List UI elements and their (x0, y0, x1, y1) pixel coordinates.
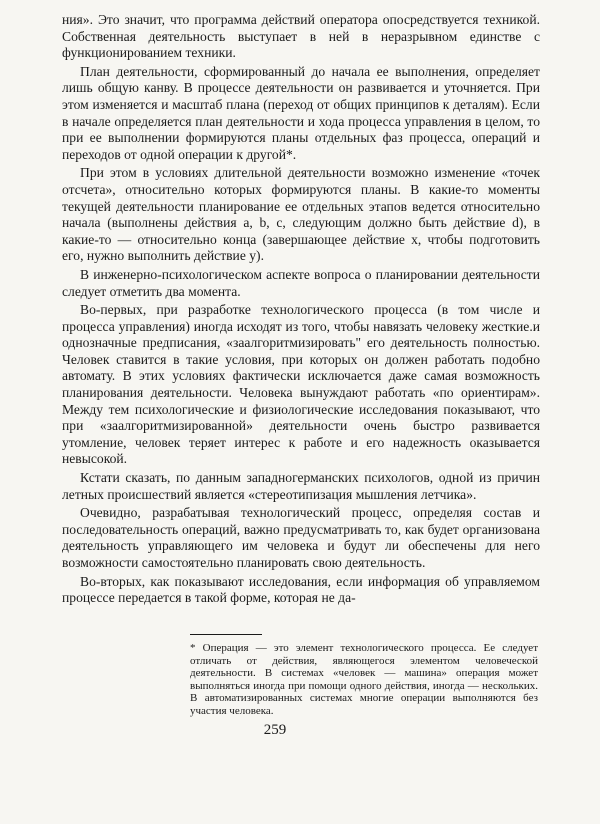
paragraph-german-psychologists: Кстати сказать, по данным западногерманских психологов, одной из причин летных происшествий является «стереотипизация мышления летчика». (62, 470, 540, 502)
paragraph-continuation: ния». Это значит, что программа действий оператора опосредствуется техникой. Собственная деятельность выступает в ней в неразрывном единстве с функционированием техники. (62, 12, 540, 61)
paragraph-first-point: Во-первых, при разработке технологического процесса (в том числе и процесса управления) иногда исходят из того, чтобы навязать человеку жесткие.и однозначные предписания, «заалгоритмизировать" его деятельность полностью. Человек ставится в такие условия, при которых он должен работать подобно автомату. В этих условиях фактически исключается даже самая возможность планирования деятельности. Человека вынуждают работать «по ориентирам». Между тем психологические и физиологические исследования показывают, что при «заалгоритмизированной» деятельности очень быстро развивается утомление, человек теряет интерес к работе и его надежность оказывается невысокой. (62, 302, 540, 467)
footnote: * Операция — это элемент технологического процесса. Ее следует отличать от действия, являющегося элементом человеческой деятельности. В системах «человек — машина» операция может выполняться иногда при помощи одного действия, иногда — нескольких. В автоматизированных системах многие операции выполняются без участия человека. (190, 642, 538, 717)
page-body (62, 12, 540, 607)
paragraph-second-point: Во-вторых, как показывают исследования, если информация об управляемом процессе передается в такой форме, которая не да- (62, 573, 540, 606)
page-number: 259 (263, 722, 287, 738)
paragraph-engineering-aspect: В инженерно-психологическом аспекте вопроса о планировании деятельности следует отметить два момента. (62, 266, 540, 299)
footnote-divider (190, 634, 262, 635)
paragraph-reference-points: При этом в условиях длительной деятельности возможно изменение «точек отсчета», относительно которых формируются планы. В какие-то моменты текущей деятельности планирование ее отдельных этапов ведется относительно начала (выполнены действия a, b, c, следующим должно быть действие d), в какие-то — относительно конца (завершающее действие x, чтобы подготовить его, нужно выполнить действие y). (62, 165, 540, 264)
paragraph-technological-process: Очевидно, разрабатывая технологический процесс, определяя состав и последовательность операций, важно предусматривать то, как будет организована деятельность управляющего им человека и будут ли обеспечены для него возможности самостоятельно планировать свою деятельность. (62, 505, 540, 570)
paragraph-activity-plan: План деятельности, сформированный до начала ее выполнения, определяет лишь общую канву. В процессе деятельности он развивается и уточняется. При этом изменяется и масштаб плана (переход от общих принципов к деталям). Если в начале определяется план деятельности и хода процесса управления в целом, то при ее выполнении формируются планы отдельных фаз процесса, операций и переходов от одной операции к другой*. (62, 63, 540, 162)
